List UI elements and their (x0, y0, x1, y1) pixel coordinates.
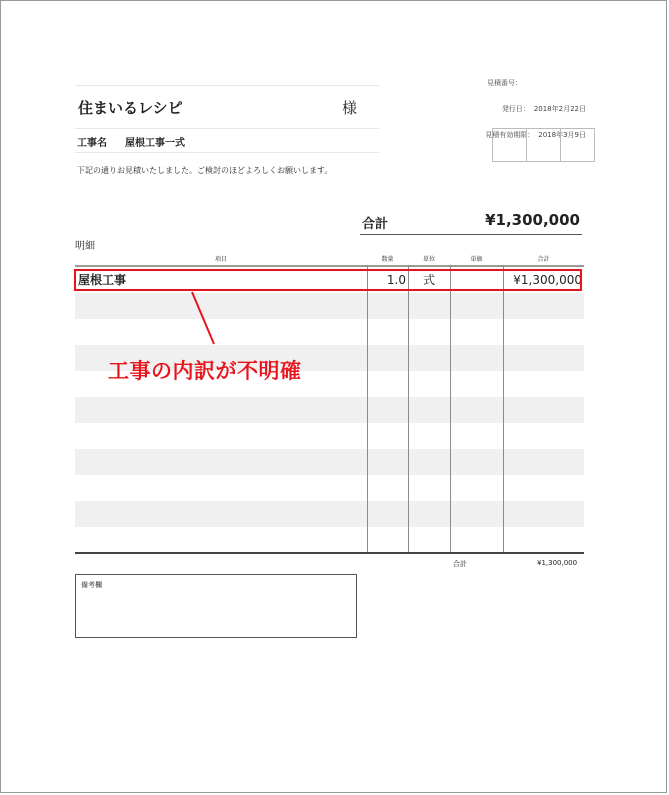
row-amount: ¥1,300,000 (513, 273, 582, 287)
grand-total-value: ¥1,300,000 (485, 211, 580, 229)
grand-total (360, 209, 582, 235)
table-row (75, 319, 584, 345)
table-bottom-rule (75, 552, 584, 554)
stamp-box (527, 129, 561, 161)
footer-total-value: ¥1,300,000 (537, 559, 578, 567)
header-item: 項目 (214, 256, 227, 263)
customer-line (75, 85, 379, 129)
table-row (75, 475, 584, 501)
table-row (75, 397, 584, 423)
row-unit: 式 (422, 273, 435, 287)
customer-name: 住まいるレシピ (78, 99, 183, 117)
highlight-box (74, 269, 582, 291)
header-qty: 数量 (381, 256, 394, 263)
intro-text: 下記の通りお見積いたしました。ご検討のほどよろしくお願いします。 (77, 166, 333, 175)
header-unit: 単位 (422, 256, 435, 263)
column-divider (408, 265, 409, 552)
table-row (75, 501, 584, 527)
project-line (75, 128, 379, 153)
column-divider (367, 265, 368, 552)
table-row (75, 293, 584, 319)
remarks-box (75, 574, 357, 638)
issue-date-label: 発行日： (501, 105, 530, 113)
row-item: 屋根工事 (78, 273, 127, 287)
grand-total-label: 合計 (362, 217, 389, 232)
remarks-label: 備考欄 (81, 581, 102, 589)
stamp-box (493, 129, 527, 161)
header-amount: 合計 (537, 256, 550, 263)
valid-until-label: 見積有効期限： (485, 131, 535, 139)
section-title: 明細 (75, 241, 95, 252)
valid-until-value: 2018年3月9日 (538, 131, 586, 139)
stamp-boxes (492, 128, 595, 162)
footer-total-label: 合計 (453, 560, 467, 568)
table-row (75, 449, 584, 475)
table-row (75, 527, 584, 553)
project-value: 屋根工事一式 (125, 138, 185, 149)
column-divider (503, 265, 504, 552)
row-qty: 1.0 (386, 273, 406, 287)
header-unit-price: 単価 (470, 256, 483, 263)
annotation-text: 工事の内訳が不明確 (108, 359, 302, 383)
honorific: 様 (342, 99, 358, 117)
stamp-box (561, 129, 594, 161)
table-header (75, 251, 584, 267)
column-divider (450, 265, 451, 552)
estimate-table (75, 251, 584, 553)
project-label: 工事名 (77, 138, 107, 149)
estimate-no-label: 見積番号： (487, 79, 522, 87)
table-row (75, 423, 584, 449)
issue-date-value: 2018年2月22日 (533, 105, 586, 113)
